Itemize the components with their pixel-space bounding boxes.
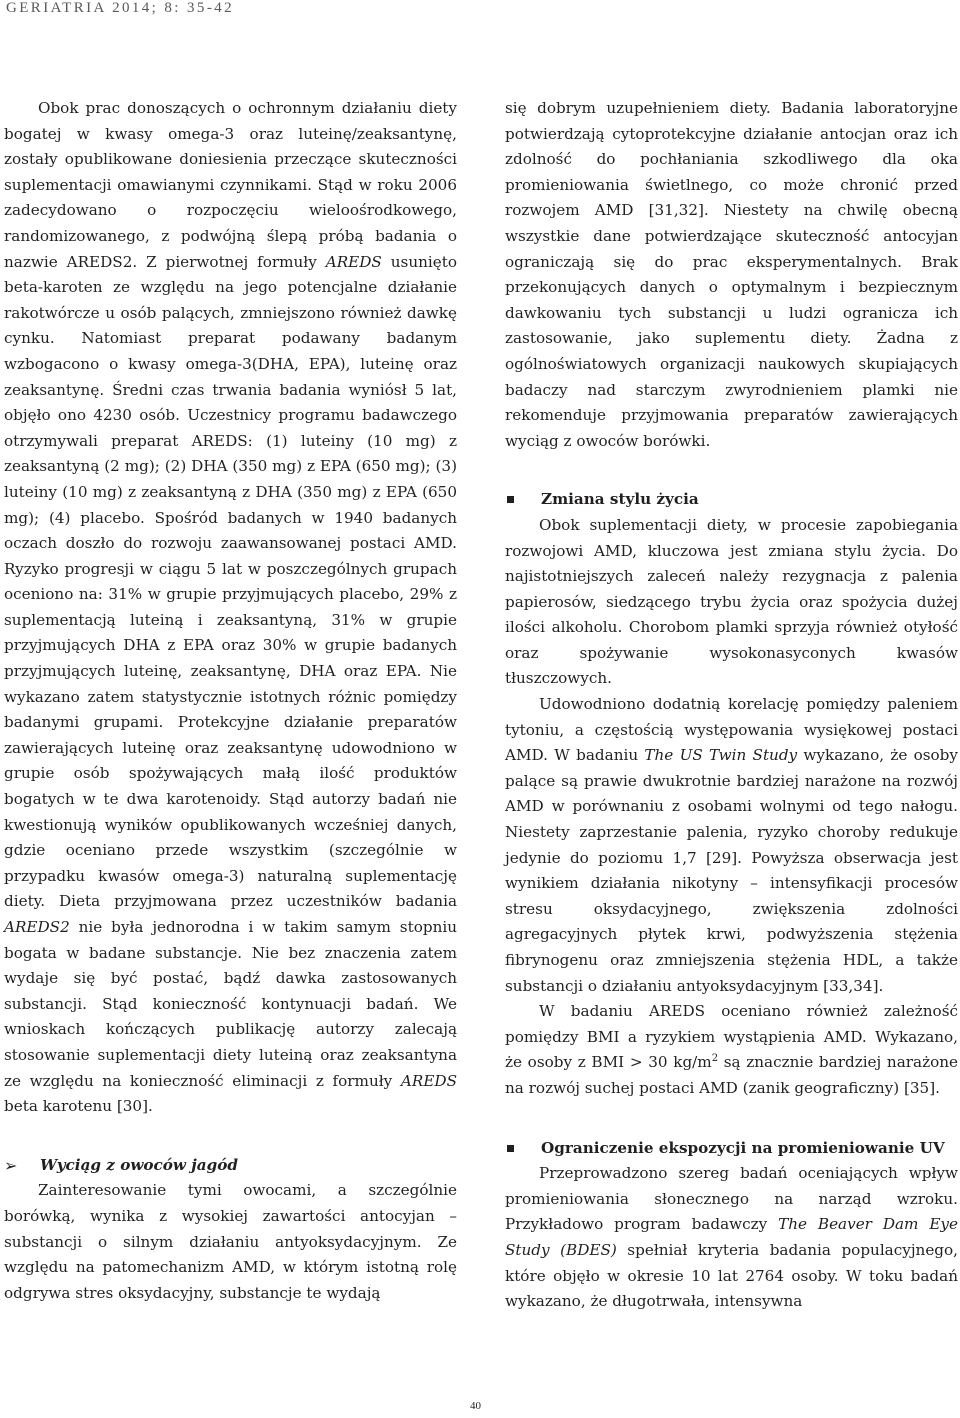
- right-paragraph-4: W badaniu AREDS oceniano również zależność pomiędzy BMI a ryzykiem wystąpienia AMD. Wykazano, że osoby z BMI > 30 $kg/m^2$ są znacznie bardziej narażone na rozwój suchej postaci AMD (zanik geograficzny) [35].: [505, 1002, 958, 1097]
- right-column: [505, 96, 958, 1315]
- square-bullet-icon: [507, 496, 514, 503]
- left-paragraph-2: Zainteresowanie tymi owocami, a szczególnie borówką, wynika z wysokiej zawartości antocyjan – substancji o silnym działaniu antyoksydacyjnym. Ze względu na patomechanizm AMD, w którym istotną rolę odgrywa stres oksydacyjny, substancje te wydają: [4, 1181, 457, 1302]
- left-paragraph-1: Obok prac donoszących o ochronnym działaniu diety bogatej w kwasy omega-3 oraz luteinę/zeaksantynę, zostały opublikowane doniesienia przeczące skuteczności suplementacji omawianymi czynnikami. Stąd w roku 2006 zadecydowano o rozpoczęciu wieloośrodkowego, randomizowanego, z podwójną ślepą próbą badania o nazwie AREDS2. Z pierwotnej formuły AREDS usunięto beta-karoten ze względu na jego potencjalne działanie rakotwórcze u osób palących, zmniejszono również dawkę cynku. Natomiast preparat podawany badanym wzbogacono o kwasy omega-3(DHA, EPA), luteinę oraz zeaksantynę. Średni czas trwania badania wyniósł 5 lat, objęło ono 4230 osób. Uczestnicy programu badawczego otrzymywali preparat AREDS: (1) luteiny (10 mg) z zeaksantyną (2 mg); (2) DHA (350 mg) z EPA (650 mg); (3) luteiny (10 mg) z zeaksantyną z DHA (350 mg) z EPA (650 mg); (4) placebo. Spośród badanych w 1940 badanych oczach doszło do rozwoju zaawansowanej postaci AMD. Ryzyko progresji w ciągu 5 lat w poszczególnych grupach oceniono na: 31% w grupie przyjmujących placebo, 29% z suplementacją luteiną i zeaksantyną, 31% w grupie przyjmujących DHA z EPA oraz 30% w grupie badanych przyjmujących luteinę, zeaksantynę, DHA oraz EPA. Nie wykazano zatem statystycznie istotnych różnic pomiędzy badanymi grupami. Protekcyjne działanie preparatów zawierających luteinę oraz zeaksantynę udowodniono w grupie osób spożywających małą ilość produktów bogatych w te dwa karotenoidy. Stąd autorzy badań nie kwestionują wyników opublikowanych wcześniej danych, gdzie oceniano przede wszystkim (szczególnie w przypadku kwasów omega-3) naturalną suplementację diety. Dieta przyjmowana przez uczestników badania AREDS2 nie była jednorodna i w takim samym stopniu bogata w badane substancje. Nie bez znaczenia zatem wydaje się być postać, bądź dawka zastosowanych substancji. Stąd konieczność kontynuacji badań. We wnioskach kończących publikację autorzy zalecają stosowanie suplementacji diety luteiną oraz zeaksantyna ze względu na konieczność eliminacji z formuły AREDS beta karotenu [30].: [4, 99, 457, 1116]
- arrow-bullet-icon: ➢: [4, 1155, 18, 1175]
- right-paragraph-3: Udowodniono dodatnią korelację pomiędzy paleniem tytoniu, a częstością występowania wysiękowej postaci AMD. W badaniu The US Twin Study wykazano, że osoby palące są prawie dwukrotnie bardziej narażone na rozwój AMD w porównaniu z osobami wolnymi od tego nałogu. Niestety zaprzestanie palenia, ryzyko choroby redukuje jedynie do poziomu 1,7 [29]. Powyższa obserwacja jest wynikiem działania nikotyny – intensyfikacji procesów stresu oksydacyjnego, zwiększenia zdolności agregacyjnych płytek krwi, podwyższenia stężenia fibrynogenu oraz zmniejszenia stężenia HDL, a także substancji o działaniu antyoksydacyjnym [33,34].: [505, 695, 958, 995]
- section-heading-berry-extract: ➢ Wyciąg z owoców jagód: [4, 1153, 457, 1179]
- square-bullet-icon: [507, 1145, 514, 1152]
- page-number: 40: [470, 1400, 481, 1412]
- right-paragraph-1: się dobrym uzupełnieniem diety. Badania laboratoryjne potwierdzają cytoprotekcyjne działanie antocjan oraz ich zdolność do pochłaniania szkodliwego dla oka promieniowania świetlnego, co może chronić przed rozwojem AMD [31,32]. Niestety na chwilę obecną wszystkie dane potwierdzające skuteczność antocyjan ograniczają się do prac eksperymentalnych. Brak przekonujących danych o optymalnym i bezpiecznym dawkowaniu tych substancji u ludzi ogranicza ich zastosowanie, jako suplementu diety. Żadna z ogólnoświatowych organizacji naukowych skupiających badaczy nad starczym zwyrodnieniem plamki nie rekomenduje przyjmowania preparatów zawierających wyciąg z owoców borówki.: [505, 99, 958, 450]
- right-paragraph-5: Przeprowadzono szereg badań oceniających wpływ promieniowania słonecznego na narząd wzroku. Przykładowo program badawczy The Beaver Dam Eye Study (BDES) spełniał kryteria badania populacyjnego, które objęło w okresie 10 lat 2764 osoby. W toku badań wykazano, że długotrwała, intensywna: [505, 1164, 958, 1311]
- running-head: GERIATRIA 2014; 8: 35-42: [6, 0, 235, 16]
- section-heading-lifestyle: Zmiana stylu życia: [505, 487, 958, 513]
- section-heading-uv-exposure: Ograniczenie ekspozycji na promieniowanie UV: [505, 1136, 958, 1162]
- left-column: [4, 96, 457, 1306]
- right-paragraph-2: Obok suplementacji diety, w procesie zapobiegania rozwojowi AMD, kluczowa jest zmiana stylu życia. Do najistotniejszych zaleceń należy rezygnacja z palenia papierosów, siedzącego trybu życia oraz spożycia dużej ilości alkoholu. Chorobom plamki sprzyja również otyłość oraz spożywanie wysokonasyconych kwasów tłuszczowych.: [505, 515, 958, 688]
